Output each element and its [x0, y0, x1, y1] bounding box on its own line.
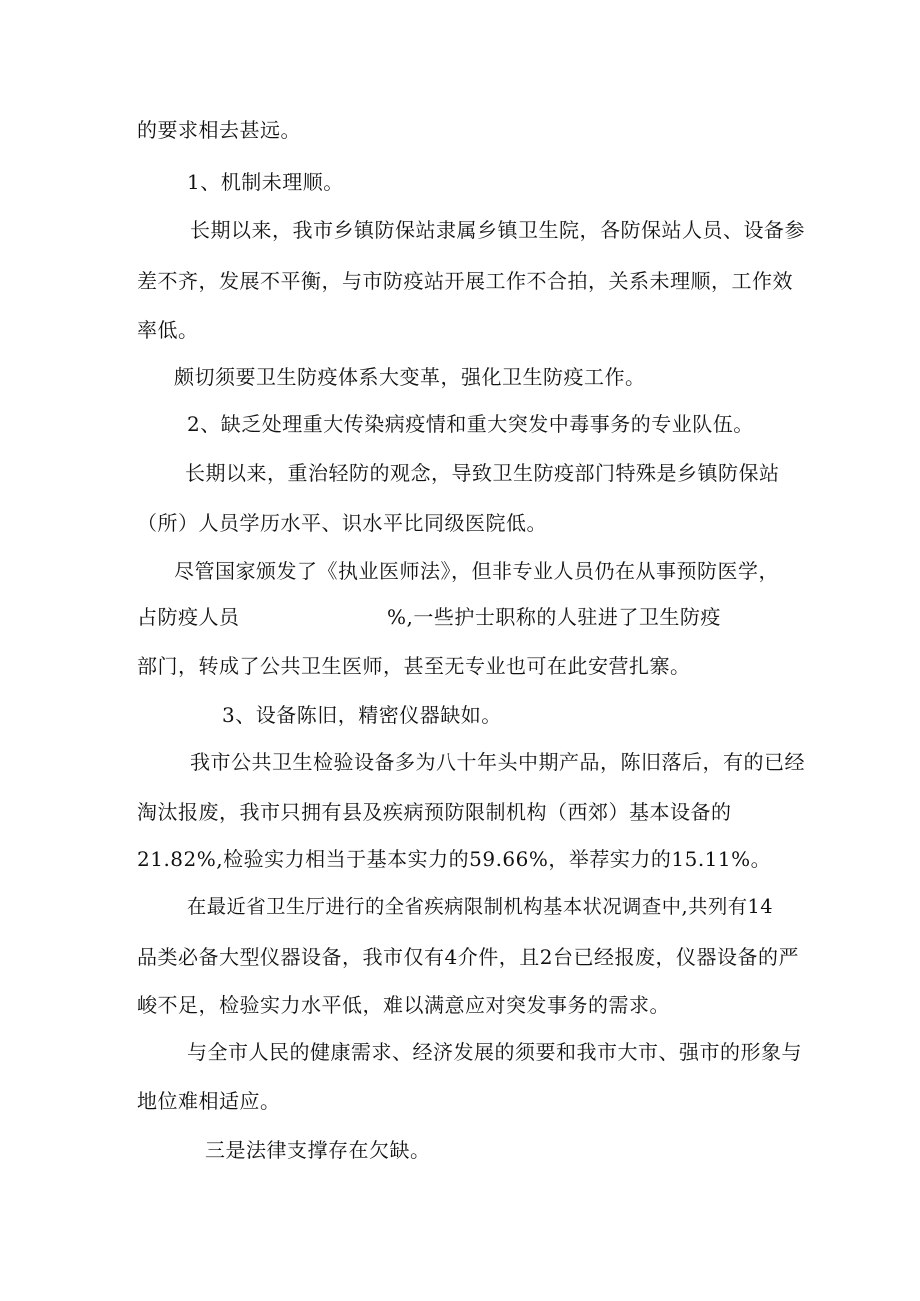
text-line: 占防疫人员 — [137, 605, 240, 629]
text-line: 在最近省卫生厅进行的全省疾病限制机构基本状况调查中,共列有14 — [187, 895, 774, 918]
text-line: %,一些护士职称的人驻进了卫生防疫 — [387, 605, 721, 629]
text-line: 的要求相去甚远。 — [137, 118, 301, 142]
text-line: 地位难相适应。 — [137, 1089, 281, 1113]
section-heading: 2、缺乏处理重大传染病疫情和重大突发中毒事务的专业队伍。 — [187, 412, 754, 436]
text-line: 与全市人民的健康需求、经济发展的须要和我市大市、强市的形象与 — [187, 1040, 802, 1064]
text-line: 部门，转成了公共卫生医师，甚至无专业也可在此安营扎寨。 — [137, 654, 691, 678]
text-line: 率低。 — [137, 318, 199, 342]
text-line: 尽管国家颁发了《执业医师法》，但非专业人员仍在从事预防医学， — [174, 559, 779, 583]
text-line: （所）人员学历水平、识水平比同级医院低。 — [137, 511, 547, 535]
text-line: 我市公共卫生检验设备多为八十年头中期产品，陈旧落后，有的已经 — [190, 750, 805, 774]
text-line: 21.82%,检验实力相当于基本实力的59.66%，举荐实力的15.11%。 — [137, 847, 772, 871]
text-line: 差不齐，发展不平衡，与市防疫站开展工作不合拍，关系未理顺，工作效 — [137, 269, 793, 293]
text-line: 颇切须要卫生防疫体系大变革，强化卫生防疫工作。 — [174, 365, 646, 389]
text-line: 品类必备大型仪器设备，我市仅有4介件，且2台已经报废，仪器设备的严 — [137, 945, 799, 969]
section-heading: 3、设备陈旧，精密仪器缺如。 — [222, 703, 502, 727]
text-line: 峻不足，检验实力水平低，难以满意应对突发事务的需求。 — [137, 993, 670, 1017]
section-heading: 1、机制未理顺。 — [187, 170, 344, 194]
text-line: 淘汰报废，我市只拥有县及疾病预防限制机构（西郊）基本设备的 — [137, 800, 732, 824]
text-line: 长期以来，重治轻防的观念，导致卫生防疫部门特殊是乡镇防保站 — [185, 461, 780, 485]
text-line: 长期以来，我市乡镇防保站隶属乡镇卫生院，各防保站人员、设备参 — [190, 218, 805, 242]
text-line: 三是法律支撑存在欠缺。 — [205, 1138, 431, 1162]
